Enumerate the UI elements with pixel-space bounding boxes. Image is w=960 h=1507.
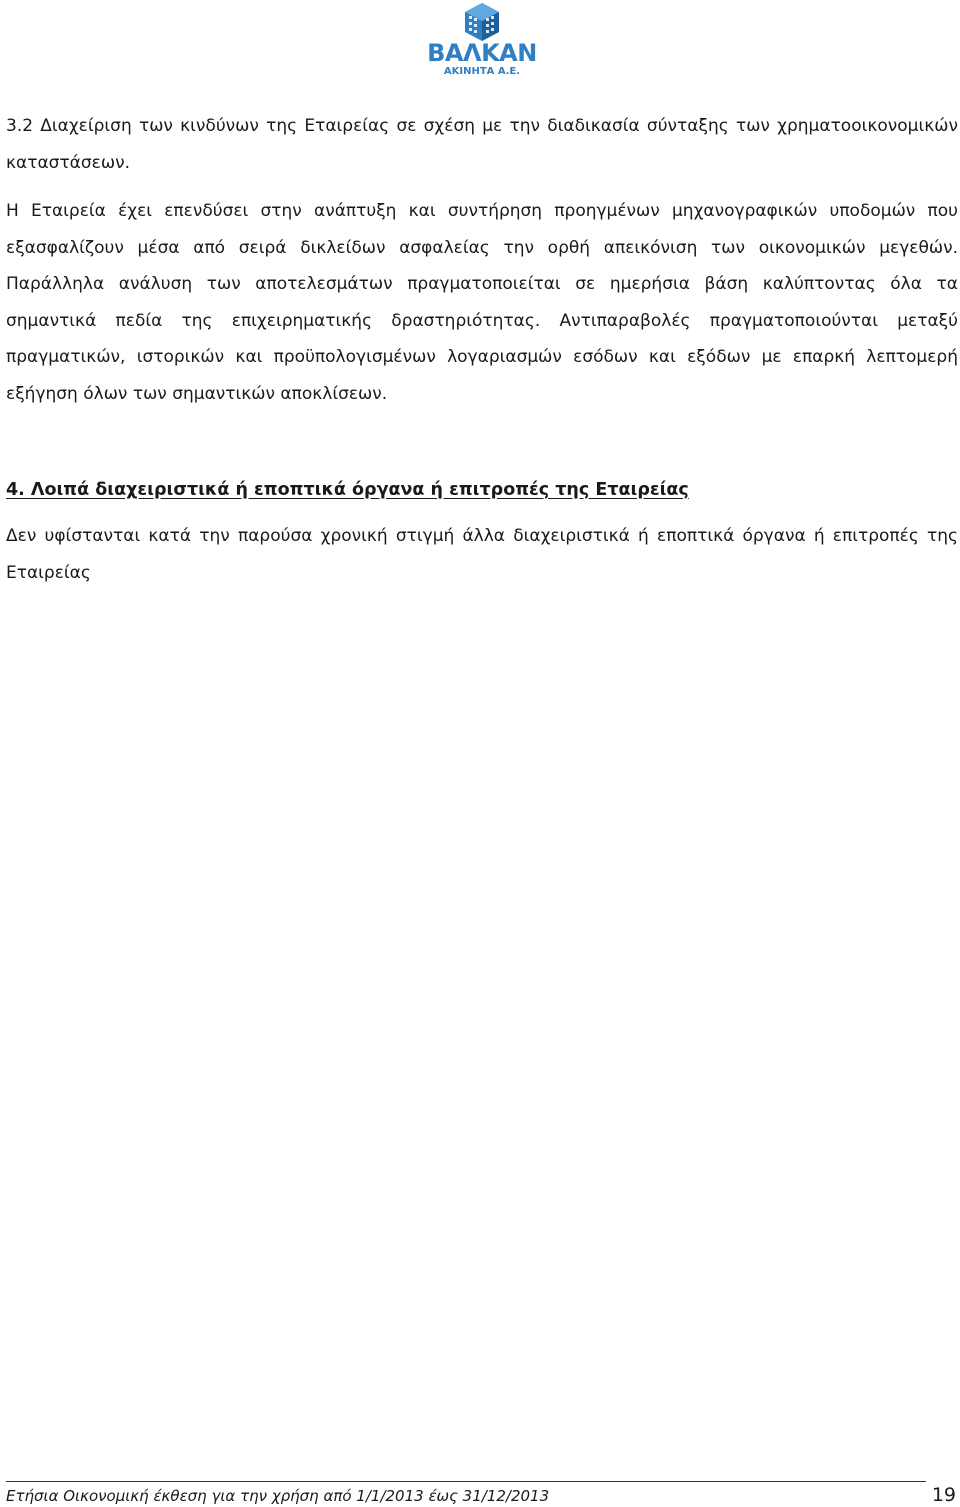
- page-number: 19: [931, 1484, 956, 1506]
- logo-subtitle: ΑΚΙΝΗΤΑ Α.Ε.: [443, 66, 521, 77]
- logo-name: ΒΑΛΚΑΝ: [427, 39, 537, 67]
- section-4-heading: 4. Λοιπά διαχειριστικά ή εποπτικά όργανα ή επιτροπές της Εταιρείας: [6, 480, 689, 500]
- company-logo: [426, 0, 538, 82]
- cube-building-icon: [462, 2, 502, 42]
- footer-divider: [6, 1481, 926, 1482]
- section-3-2-body: Η Εταιρεία έχει επενδύσει στην ανάπτυξη και συντήρηση προηγμένων μηχανογραφικών υποδομών που εξασφαλίζουν μέσα από σειρά δικλείδων ασφαλείας την ορθή απεικόνιση των οικονομικών μεγεθών. Παράλληλα ανάλυση των αποτελεσμάτων πραγματοποιείται σε ημερήσια βάση καλύπτοντας όλα τα σημαντικά πεδία της επιχειρηματικής δραστηριότητας. Αντιπαραβολές πραγματοποιούνται μεταξύ πραγματικών, ιστορικών και προϋπολογισμένων λογαριασμών εσόδων και εξόδων με επαρκή λεπτομερή εξήγηση όλων των σημαντικών αποκλίσεων.: [6, 201, 958, 404]
- section-4-body: Δεν υφίστανται κατά την παρούσα χρονική στιγμή άλλα διαχειριστικά ή εποπτικά όργανα ή επιτροπές της Εταιρείας: [6, 526, 958, 583]
- section-3-2-title: 3.2 Διαχείριση των κινδύνων της Εταιρείας σε σχέση με την διαδικασία σύνταξης των χρηματοοικονομικών καταστάσεων.: [6, 116, 958, 173]
- footer-text: Ετήσια Οικονομική έκθεση για την χρήση από 1/1/2013 έως 31/12/2013: [6, 1487, 550, 1505]
